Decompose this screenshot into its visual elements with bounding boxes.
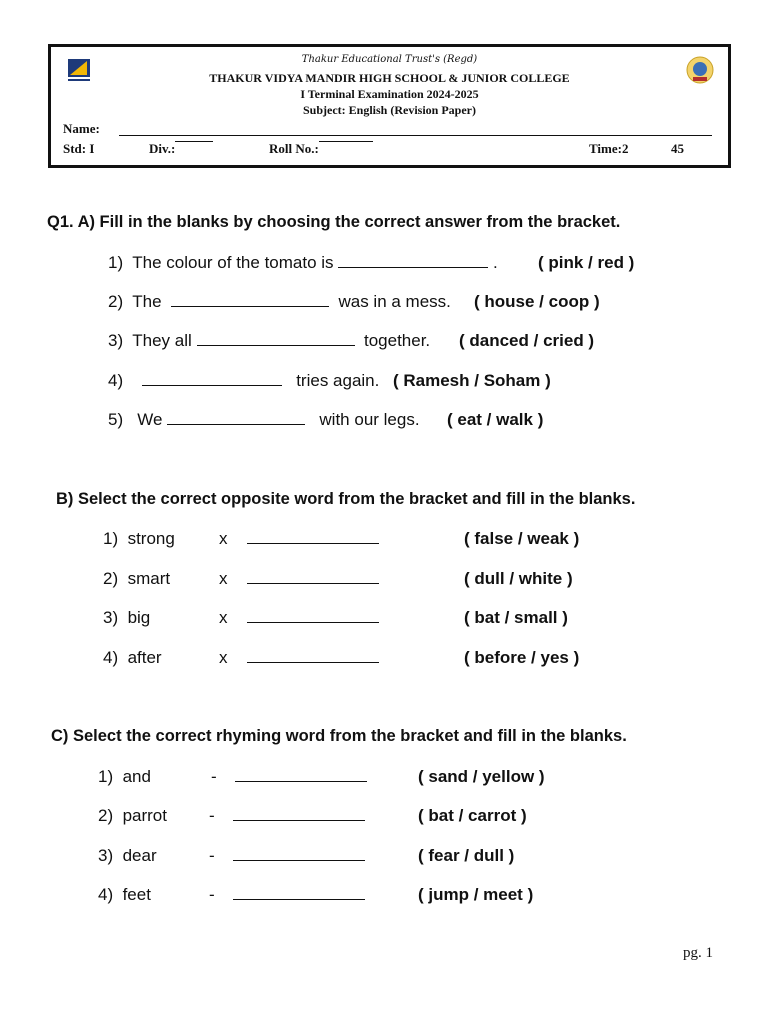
trust-name: Thakur Educational Trust's (Regd) xyxy=(301,54,478,65)
options-bracket: ( eat / walk ) xyxy=(447,410,544,429)
list-item xyxy=(108,253,498,273)
answer-blank[interactable] xyxy=(233,806,365,826)
options-bracket: ( house / coop ) xyxy=(474,292,600,311)
header-box xyxy=(48,44,731,168)
item-word: after xyxy=(127,648,162,667)
answer-blank[interactable] xyxy=(171,292,329,307)
item-number: 5) xyxy=(108,410,124,429)
item-text-post: with our legs. xyxy=(319,410,420,429)
list-item xyxy=(98,806,167,826)
page-number: pg. 1 xyxy=(683,945,713,961)
item-word: dear xyxy=(122,846,157,865)
std-row xyxy=(63,141,712,159)
section-c-title: C) Select the correct rhyming word from the bracket and fill in the blanks. xyxy=(51,727,627,745)
item-number: 4) xyxy=(98,885,114,904)
item-number: 2) xyxy=(98,806,114,825)
item-number: 3) xyxy=(98,846,114,865)
item-text-pre: They all xyxy=(132,331,192,350)
item-text-post: was in a mess. xyxy=(338,292,451,311)
answer-blank[interactable] xyxy=(235,767,367,787)
rhyme-dash: - xyxy=(209,846,215,865)
answer-blank[interactable] xyxy=(247,608,379,628)
std-label: Std: I xyxy=(63,141,95,156)
list-item xyxy=(98,846,157,866)
answer-blank[interactable] xyxy=(197,331,355,346)
rhyme-dash: - xyxy=(209,885,215,904)
item-number: 3) xyxy=(108,331,124,350)
roll-label: Roll No.: xyxy=(269,141,319,156)
item-word: strong xyxy=(127,529,175,548)
div-label: Div.: xyxy=(149,141,176,156)
item-number: 4) xyxy=(108,371,124,390)
list-item xyxy=(103,648,162,668)
options-bracket: ( bat / carrot ) xyxy=(418,806,527,825)
options-bracket: ( fear / dull ) xyxy=(418,846,515,865)
subject-title: Subject: English (Revision Paper) xyxy=(302,103,476,117)
rhyme-dash: - xyxy=(211,767,217,786)
item-text-post: tries again. xyxy=(296,371,380,390)
rhyme-dash: - xyxy=(209,806,215,825)
options-bracket: ( before / yes ) xyxy=(464,648,580,667)
opposite-sign: x xyxy=(219,569,228,588)
options-bracket: ( Ramesh / Soham ) xyxy=(393,371,551,390)
item-text-pre: The colour of the tomato is xyxy=(132,253,334,272)
item-text-post: . xyxy=(493,253,498,272)
answer-blank[interactable] xyxy=(338,253,488,268)
list-item xyxy=(103,608,150,628)
item-number: 2) xyxy=(108,292,124,311)
list-item xyxy=(103,569,170,589)
answer-blank[interactable] xyxy=(233,846,365,866)
options-bracket: ( false / weak ) xyxy=(464,529,580,548)
answer-blank[interactable] xyxy=(247,529,379,549)
item-number: 1) xyxy=(108,253,124,272)
answer-blank[interactable] xyxy=(233,885,365,905)
list-item xyxy=(108,292,451,312)
list-item xyxy=(98,767,151,787)
item-word: parrot xyxy=(122,806,167,825)
item-number: 1) xyxy=(98,767,114,786)
time-value: 45 xyxy=(671,141,684,156)
item-word: feet xyxy=(122,885,151,904)
options-bracket: ( sand / yellow ) xyxy=(418,767,545,786)
item-text-post: together. xyxy=(363,331,431,350)
item-number: 1) xyxy=(103,529,119,548)
list-item xyxy=(108,371,379,391)
item-text-pre: We xyxy=(137,410,163,429)
answer-blank[interactable] xyxy=(247,569,379,589)
item-text-pre: The xyxy=(132,292,162,311)
options-bracket: ( danced / cried ) xyxy=(459,331,595,350)
list-item xyxy=(98,885,151,905)
item-number: 2) xyxy=(103,569,119,588)
time-label: Time:2 xyxy=(589,141,629,156)
list-item xyxy=(108,331,430,351)
answer-blank[interactable] xyxy=(247,648,379,668)
list-item xyxy=(108,410,420,430)
opposite-sign: x xyxy=(219,529,228,548)
item-number: 4) xyxy=(103,648,119,667)
exam-title: I Terminal Examination 2024-2025 xyxy=(300,87,479,101)
item-word: smart xyxy=(127,569,171,588)
item-word: big xyxy=(127,608,151,627)
name-label: Name: xyxy=(63,121,100,136)
item-word: and xyxy=(122,767,151,786)
section-b-title: B) Select the correct opposite word from the bracket and fill in the blanks. xyxy=(56,490,636,508)
list-item xyxy=(103,529,175,549)
item-number: 3) xyxy=(103,608,119,627)
options-bracket: ( jump / meet ) xyxy=(418,885,534,904)
div-field xyxy=(149,141,175,157)
school-name: THAKUR VIDYA MANDIR HIGH SCHOOL & JUNIOR COLLEGE xyxy=(209,71,570,85)
opposite-sign: x xyxy=(219,648,228,667)
roll-field xyxy=(269,141,319,157)
name-field-line xyxy=(119,135,712,136)
answer-blank[interactable] xyxy=(142,371,282,386)
options-bracket: ( pink / red ) xyxy=(538,253,635,272)
options-bracket: ( bat / small ) xyxy=(464,608,568,627)
section-a-title: Q1. A) Fill in the blanks by choosing the correct answer from the bracket. xyxy=(47,213,621,231)
opposite-sign: x xyxy=(219,608,228,627)
answer-blank[interactable] xyxy=(167,410,305,425)
options-bracket: ( dull / white ) xyxy=(464,569,573,588)
